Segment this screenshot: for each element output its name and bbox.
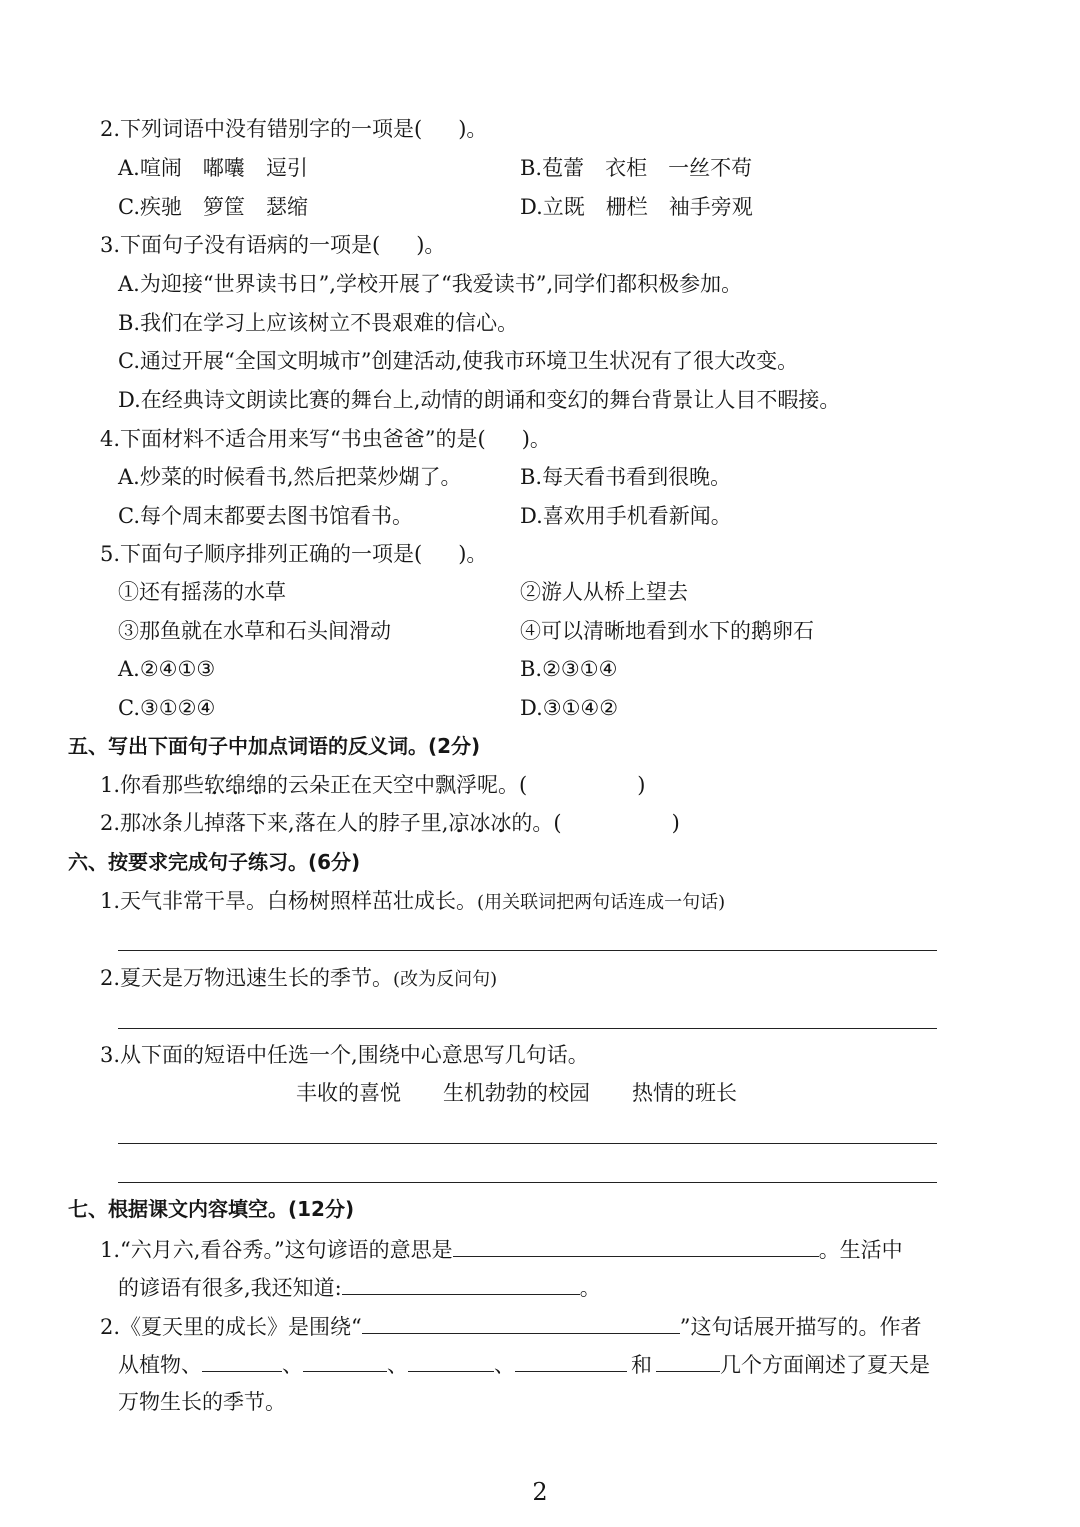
fill-blank[interactable] (303, 1349, 387, 1372)
sec5-q1: 1.你看那些软绵绵的云朵正在天空中飘浮呢。( ) (100, 773, 646, 797)
answer-line[interactable] (118, 1182, 937, 1183)
q2-option-a: A.喧闹 嘟囔 逗引 (118, 156, 308, 180)
q5-option-b: B.②③①④ (520, 657, 618, 681)
q5-stem: 5.下面句子顺序排列正确的一项是( )。 (100, 542, 488, 566)
q5-option-a: A.②④①③ (118, 657, 216, 681)
q2-option-b: B.苞蕾 衣柜 一丝不苟 (520, 156, 753, 180)
page-number: 2 (532, 1478, 548, 1506)
q2-option-c: C.疾驰 箩筐 瑟缩 (118, 195, 308, 219)
phrase: 生机勃勃的校园 (443, 1081, 590, 1105)
q3-stem: 3.下面句子没有语病的一项是( )。 (100, 233, 446, 257)
q3-option-d: D.在经典诗文朗读比赛的舞台上,动情的朗诵和变幻的舞台背景让人目不暇接。 (118, 388, 841, 412)
q4-stem: 4.下面材料不适合用来写“书虫爸爸”的是( )。 (100, 427, 551, 451)
q4-option-a: A.炒菜的时候看书,然后把菜炒煳了。 (118, 465, 462, 489)
phrase: 丰收的喜悦 (296, 1081, 401, 1105)
sec6-q1: 1.天气非常干旱。白杨树照样茁壮成长。(用关联词把两句话连成一句话) (100, 889, 726, 913)
q5-option-d: D.③①④② (520, 696, 619, 720)
section-6-title: 六、按要求完成句子练习。(6分) (68, 850, 361, 874)
phrase: 热情的班长 (632, 1081, 737, 1105)
sec7-q1-line1: 1.“六月六,看谷秀。”这句谚语的意思是 。生活中 (100, 1234, 903, 1264)
answer-line[interactable] (118, 1143, 937, 1144)
q2-option-d: D.立既 栅栏 袖手旁观 (520, 195, 753, 219)
answer-line[interactable] (118, 1028, 937, 1029)
q5-option-c: C.③①②④ (118, 696, 216, 720)
fill-blank[interactable] (362, 1311, 680, 1334)
section-5-title: 五、写出下面句子中加点词语的反义词。(2分) (68, 734, 481, 758)
fill-blank[interactable] (453, 1234, 819, 1257)
q3-option-c: C.通过开展“全国文明城市”创建活动,使我市环境卫生状况有了很大改变。 (118, 349, 799, 373)
q4-option-c: C.每个周末都要去图书馆看书。 (118, 504, 413, 528)
q5-sentence-4: ④可以清晰地看到水下的鹅卵石 (520, 619, 814, 643)
sec7-q2-line3: 万物生长的季节。 (118, 1390, 286, 1414)
fill-blank[interactable] (515, 1349, 627, 1372)
q5-sentence-3: ③那鱼就在水草和石头间滑动 (118, 619, 391, 643)
q4-option-d: D.喜欢用手机看新闻。 (520, 504, 732, 528)
fill-blank[interactable] (656, 1349, 720, 1372)
phrase-list (296, 1079, 779, 1107)
sec7-q2-line2: 从植物、 、 、 、 和 几个方面阐述了夏天是 (118, 1349, 930, 1379)
sec5-q2: 2.那冰条儿掉落下来,落在人的脖子里,凉冰冰的。( ) (100, 811, 680, 835)
q3-option-a: A.为迎接“世界读书日”,学校开展了“我爱读书”,同学们都积极参加。 (118, 272, 743, 296)
answer-line[interactable] (118, 950, 937, 951)
sec7-q1-line2: 的谚语有很多,我还知道: 。 (118, 1272, 601, 1302)
sec6-q3: 3.从下面的短语中任选一个,围绕中心意思写几句话。 (100, 1043, 589, 1067)
q3-option-b: B.我们在学习上应该树立不畏艰难的信心。 (118, 311, 519, 335)
sec6-q2: 2.夏天是万物迅速生长的季节。(改为反问句) (100, 966, 498, 990)
q4-option-b: B.每天看书看到很晚。 (520, 465, 732, 489)
q2-stem: 2.下列词语中没有错别字的一项是( )。 (100, 117, 488, 141)
sec7-q2-line1: 2.《夏天里的成长》是围绕“ ”这句话展开描写的。作者 (100, 1311, 922, 1341)
section-7-title: 七、根据课文内容填空。(12分) (68, 1197, 355, 1221)
fill-blank[interactable] (408, 1349, 494, 1372)
fill-blank[interactable] (202, 1349, 282, 1372)
fill-blank[interactable] (342, 1272, 580, 1295)
q5-sentence-1: ①还有摇荡的水草 (118, 580, 286, 604)
q5-sentence-2: ②游人从桥上望去 (520, 580, 688, 604)
